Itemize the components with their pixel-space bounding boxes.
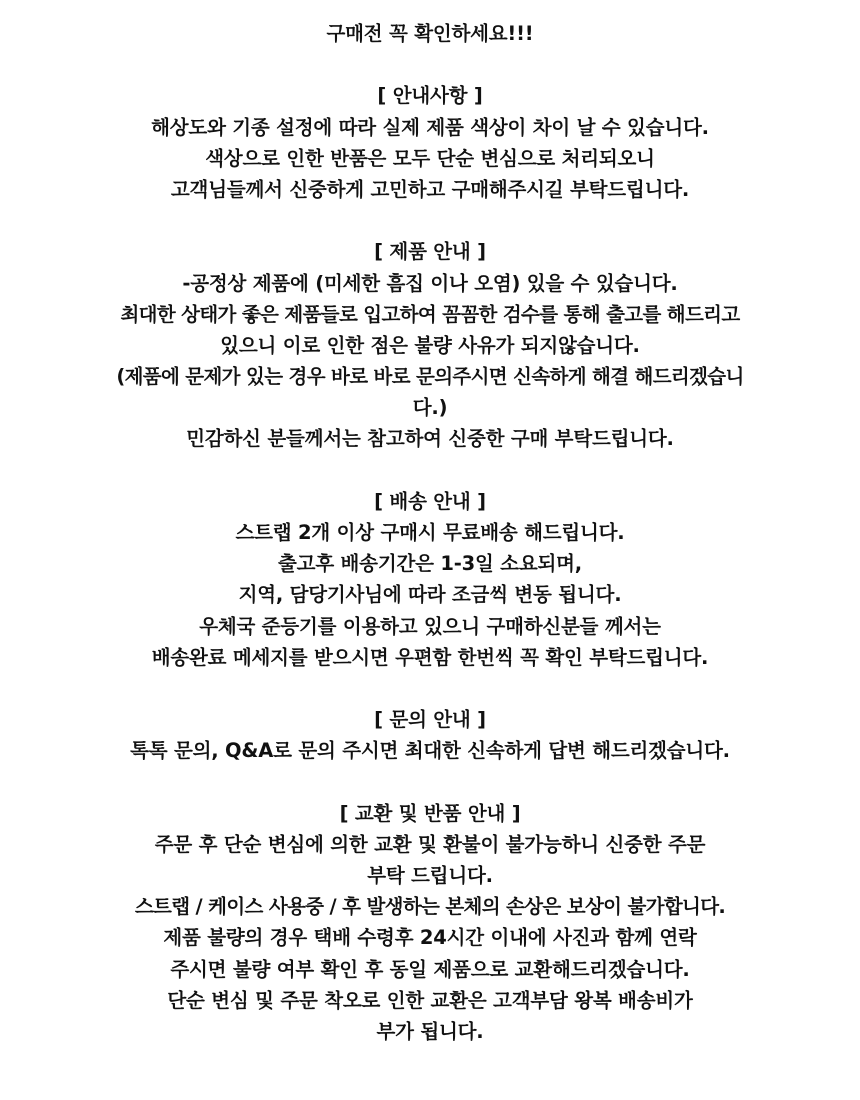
product-line-1: -공정상 제품에 (미세한 흠집 이나 오염) 있을 수 있습니다. (182, 271, 678, 295)
section-heading-product: [ 제품 안내 ] (374, 240, 486, 264)
exchange-line-2: 부탁 드립니다. (367, 864, 493, 888)
section-spacer (0, 767, 860, 798)
section-spacer (0, 205, 860, 236)
exchange-line-4: 제품 불량의 경우 택배 수령후 24시간 이내에 사진과 함께 연락 (163, 926, 697, 950)
section-spacer (0, 673, 860, 704)
section-heading-inquiry: [ 문의 안내 ] (374, 708, 486, 732)
product-line-5: 다.) (412, 396, 448, 420)
guide-line-1: 해상도와 기종 설정에 따라 실제 제품 색상이 차이 날 수 있습니다. (151, 115, 709, 139)
section-heading-shipping: [ 배송 안내 ] (374, 489, 486, 513)
exchange-line-6: 단순 변심 및 주문 착오로 인한 교환은 고객부담 왕복 배송비가 (167, 988, 693, 1012)
section-spacer (0, 49, 860, 80)
section-spacer (0, 455, 860, 486)
shipping-line-1: 스트랩 2개 이상 구매시 무료배송 해드립니다. (235, 521, 625, 544)
section-heading-guide: [ 안내사항 ] (377, 84, 483, 108)
exchange-line-1: 주문 후 단순 변심에 의한 교환 및 환불이 불가능하니 신중한 주문 (154, 832, 706, 856)
product-line-2: 최대한 상태가 좋은 제품들로 입고하여 꼼꼼한 검수를 통해 출고를 해드리고 (120, 302, 740, 326)
guide-line-3: 고객님들께서 신중하게 고민하고 구매해주시길 부탁드립니다. (170, 177, 690, 201)
notice-title: 구매전 꼭 확인하세요!!! (326, 22, 534, 45)
inquiry-line-1: 톡톡 문의, Q&A로 문의 주시면 최대한 신속하게 답변 해드리겠습니다. (130, 739, 730, 763)
shipping-line-5: 배송완료 메세지를 받으시면 우편함 한번씩 꼭 확인 부탁드립니다. (151, 645, 709, 669)
exchange-line-3: 스트랩 / 케이스 사용중 / 후 발생하는 본체의 손상은 보상이 불가합니다. (134, 895, 726, 919)
shipping-line-3: 지역, 담당기사님에 따라 조금씩 변동 됩니다. (238, 583, 622, 607)
product-line-3: 있으니 이로 인한 점은 불량 사유가 되지않습니다. (220, 333, 640, 357)
product-line-4: (제품에 문제가 있는 경우 바로 바로 문의주시면 신속하게 해결 해드리겠습니 (116, 365, 744, 389)
exchange-line-5: 주시면 불량 여부 확인 후 동일 제품으로 교환해드리겠습니다. (170, 957, 690, 981)
shipping-line-4: 우체국 준등기를 이용하고 있으니 구매하신분들 께서는 (199, 614, 661, 638)
exchange-line-7: 부가 됩니다. (376, 1020, 484, 1043)
section-heading-exchange: [ 교환 및 반품 안내 ] (339, 801, 521, 825)
guide-line-2: 색상으로 인한 반품은 모두 단순 변심으로 처리되오니 (205, 146, 655, 170)
shipping-line-2: 출고후 배송기간은 1-3일 소요되며, (278, 552, 582, 576)
product-line-6: 민감하신 분들께서는 참고하여 신중한 구매 부탁드립니다. (186, 427, 674, 451)
